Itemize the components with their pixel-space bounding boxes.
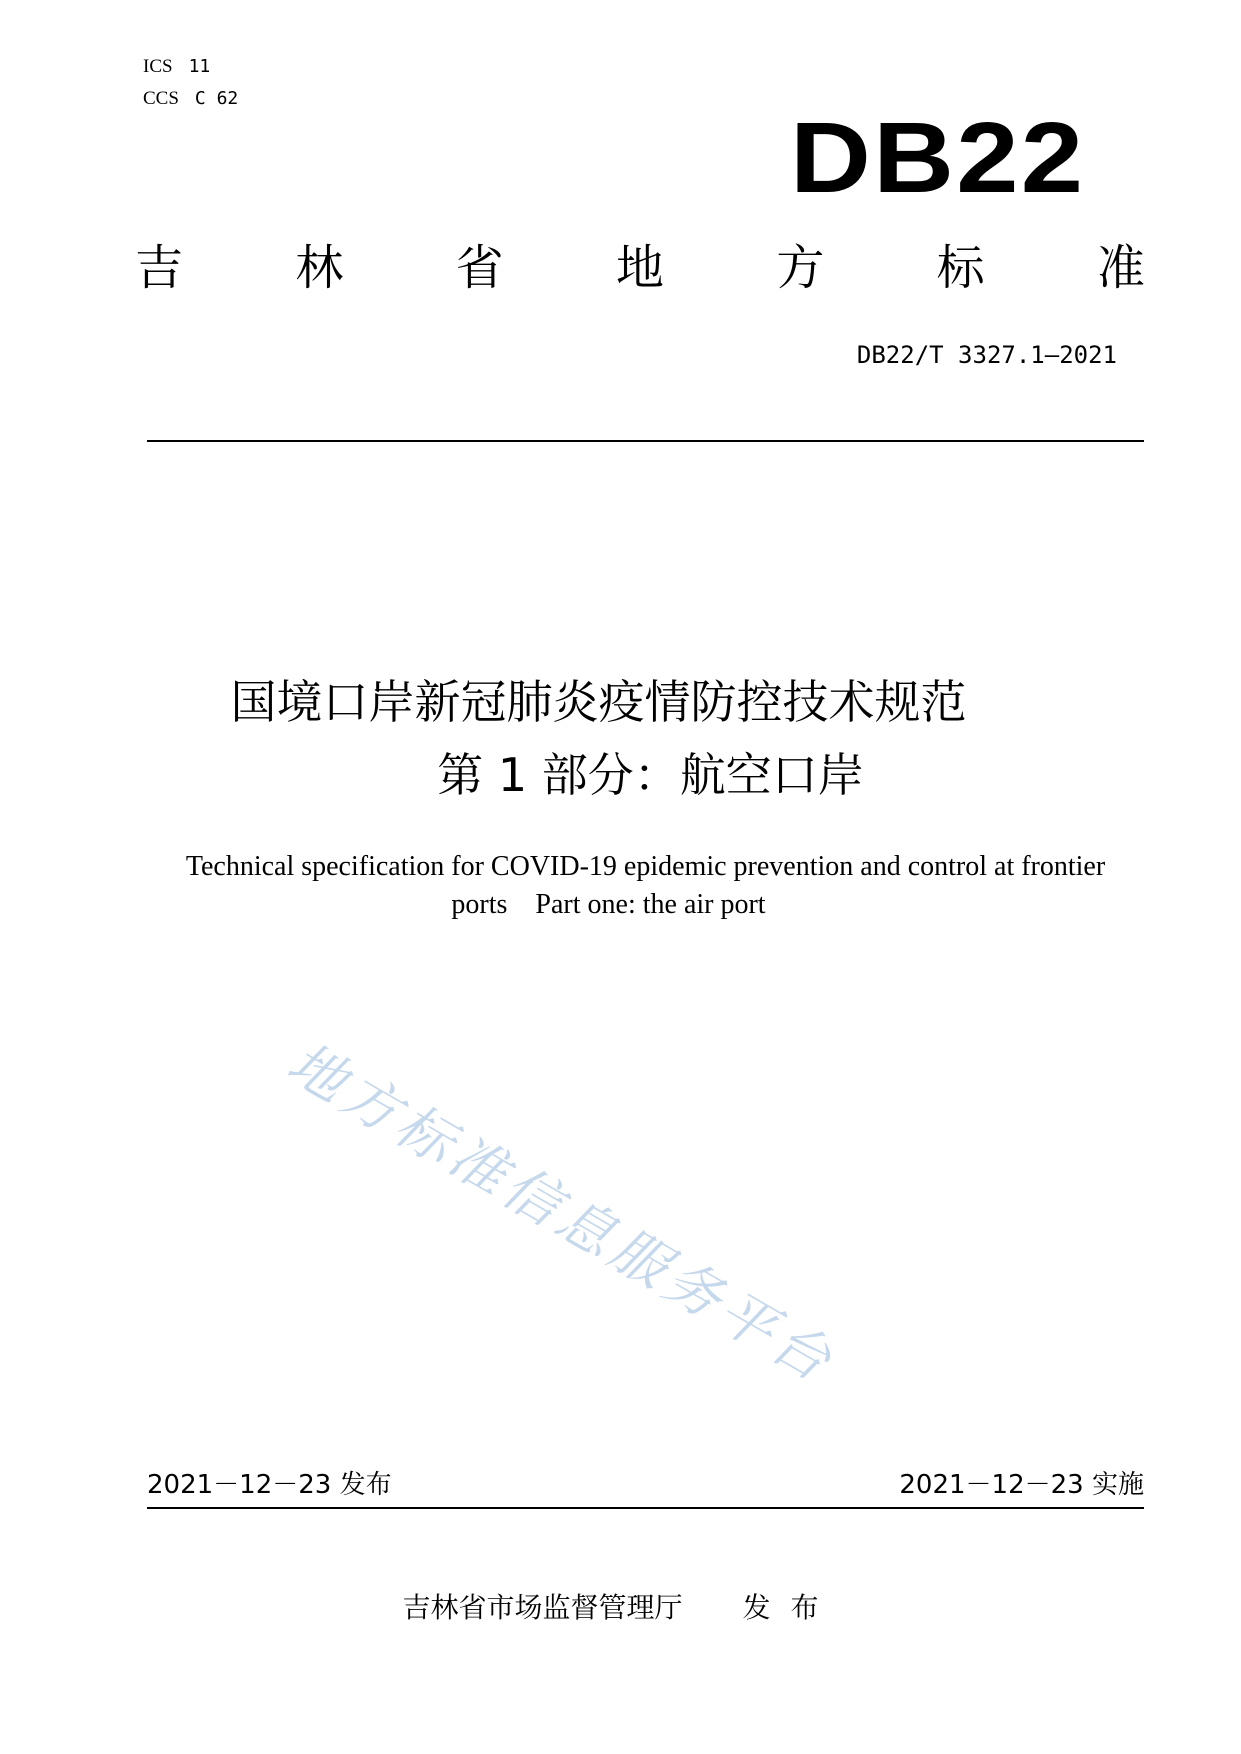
header-divider [147,440,1144,442]
footer-divider [147,1507,1144,1509]
publisher-line [0,1590,1241,1626]
ics-label: ICS [143,56,173,77]
ccs-label: CCS [143,88,179,109]
title-cn-line1: 国境口岸新冠肺炎疫情防控技术规范 [230,675,967,729]
standard-level-char: 方 [776,240,825,296]
title-cn-line2: 第 1 部分：航空口岸 [437,748,864,802]
standard-level-char: 地 [615,240,664,296]
standard-level-char: 标 [936,240,985,296]
standard-number: DB22/T 3327.1—2021 [856,341,1117,369]
standard-level-char: 林 [295,240,344,296]
title-en-line1: Technical specification for COVID-19 epidemic prevention and control at frontier [185,851,1106,882]
standard-level-char: 省 [455,240,504,296]
ics-code: 11 [188,56,211,77]
publisher-action: 发布 [742,1591,839,1624]
watermark: 地方标准信息服务平台 [276,1030,846,1397]
ics-classification [143,56,210,78]
implementation-date: 2021－12－23 实施 [899,1470,1144,1500]
publisher-name: 吉林省市场监督管理厅 [402,1591,683,1624]
release-date: 2021－12－23 发布 [147,1470,392,1500]
ccs-classification [143,88,238,110]
standard-level-char: 准 [1096,240,1145,296]
title-en-line2: ports Part one: the air port [451,889,766,920]
ccs-code: C 62 [194,88,239,109]
standard-level-heading [135,238,1145,298]
db22-logo: DB22 [790,102,1086,214]
standard-level-char: 吉 [135,240,184,296]
